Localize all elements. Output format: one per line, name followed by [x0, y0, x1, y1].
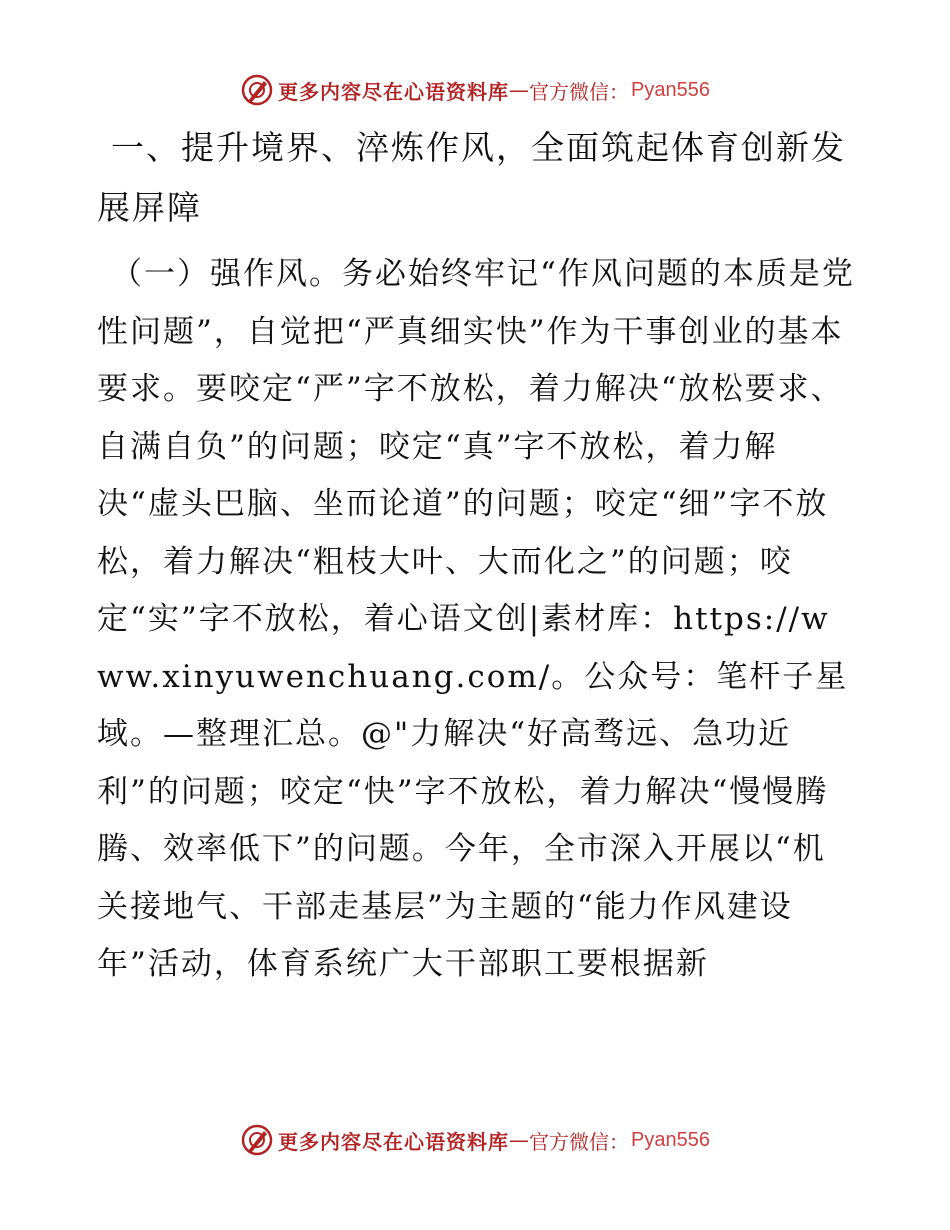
banner-dash: — [509, 78, 530, 102]
banner-label: 官方微信： [529, 1129, 630, 1154]
pen-logo-icon [240, 1123, 274, 1157]
banner-main-text: 更多内容尽在心语资料库 [278, 79, 510, 104]
banner-main-text: 更多内容尽在心语资料库 [278, 1129, 510, 1154]
banner-wechat-id: Pyan556 [631, 78, 710, 101]
pen-logo-icon [240, 73, 274, 107]
banner-wechat-id: Pyan556 [631, 1128, 710, 1151]
section-heading: 一、提升境界、淬炼作风，全面筑起体育创新发展屏障 [97, 128, 846, 227]
banner-label: 官方微信： [529, 79, 630, 104]
document-body [97, 118, 857, 994]
footer-watermark-banner [0, 1120, 950, 1160]
body-paragraph: （一）强作风。务必始终牢记“作风问题的本质是党性问题”，自觉把“严真细实快”作为干事创业的基本要求。要咬定“严”字不放松，着力解决“放松要求、自满自负”的问题；咬定“真”字不放松，着力解决“虚头巴脑、坐而论道”的问题；咬定“细”字不放松，着力解决“粗枝大叶、大而化之”的问题；咬定“实”字不放松，着心语文创|素材库：https://www.xinyuwenchuang.com/。公众号：笔杆子星域。—整理汇总。@"力解决“好高骛远、急功近利”的问题；咬定“快”字不放松，着力解决“慢慢腾腾、效率低下”的问题。今年，全市深入开展以“机关接地气、干部走基层”为主题的“能力作风建设年”活动，体育系统广大干部职工要根据新 [97, 256, 855, 982]
banner-dash: — [509, 1128, 530, 1152]
header-watermark-banner [0, 70, 950, 110]
